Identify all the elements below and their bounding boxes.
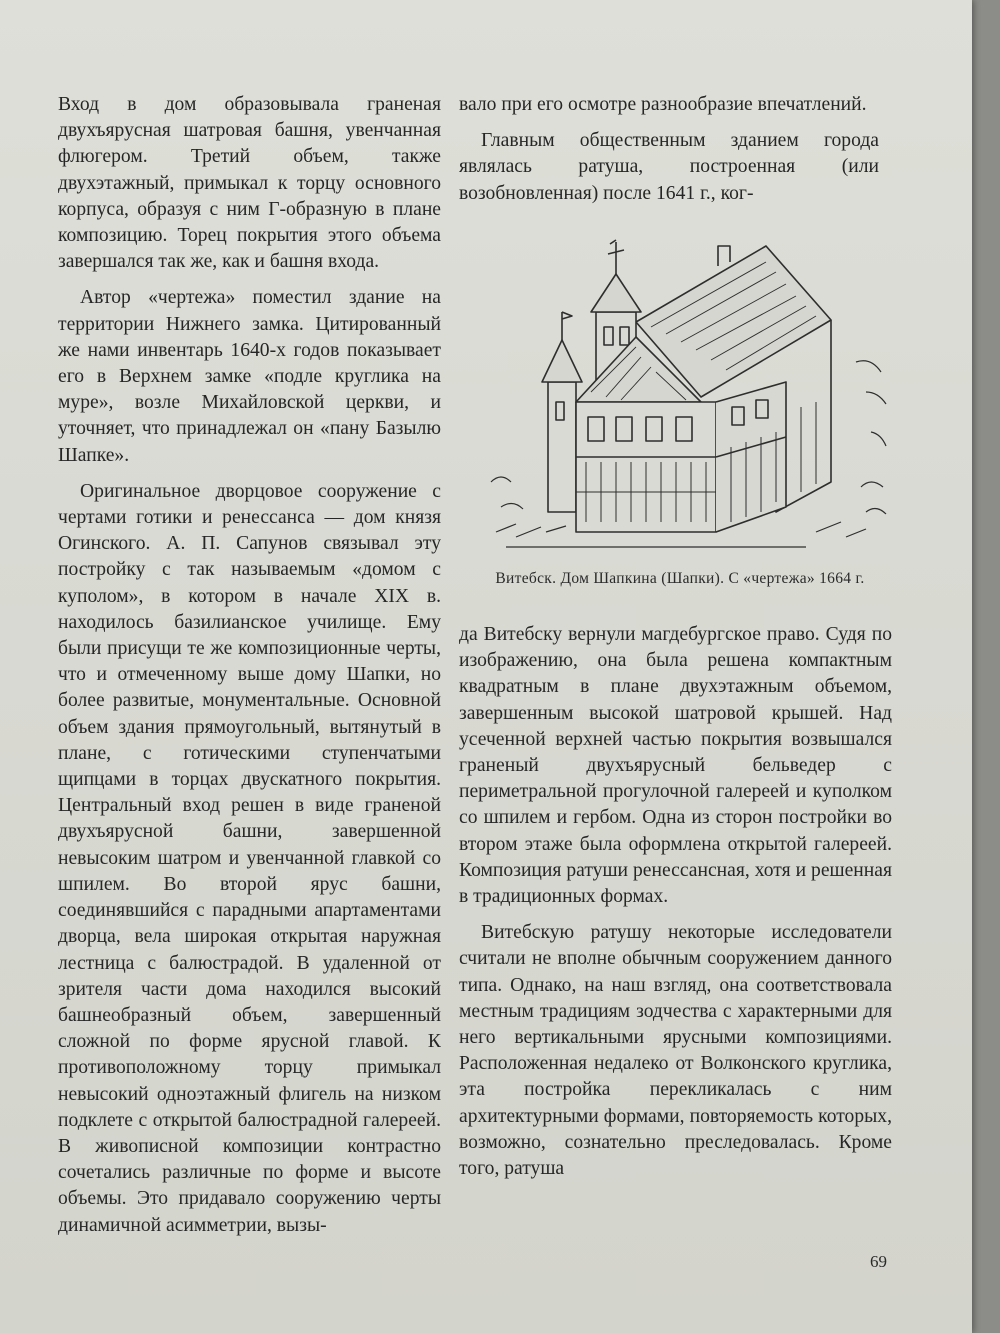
paragraph: Оригинальное дворцовое сооружение с чертами готики и ренессанса — дом князя Огинского. А. П. Сапунов связывал эту постройку с так называемым «домом с куполом», в котором в начале XIX в. находилось базилианское училище. Ему были присущи те же композиционные черты, что и отмеченному выше дому Шапки, но более развитые, монументальные. Основной объем здания прямоугольный, вытянутый в плане, с готическими ступенчатыми щипцами в торцах двускатного покрытия. Центральный вход решен в виде граненой двухъярусной башни, завершенной невысоким шатром и увенчанной главкой со шпилем. Во второй ярус башни, соединявшийся с парадными апартаментами дворца, вела широкая открытая наружная лестница с балюстрадой. В удаленной от зрителя части дома находился высокий башнеобразный объем, завершенный сложной по форме ярусной главой. К противоположному торцу примыкал невысокий одноэтажный флигель на низком подклете с открытой балюстрадной галереей. В живописной композиции контрастно сочетались различные по форме и высоте объемы. Это придавало сооружению черты динамичной асимметрии, вызы- (58, 480, 441, 1236)
right-text-column-top (459, 92, 879, 217)
right-text-column-bottom (459, 622, 892, 1192)
house-drawing-icon (486, 232, 906, 562)
house-illustration (486, 232, 906, 562)
left-text-column (58, 92, 441, 1249)
paragraph: Витебскую ратушу некоторые исследователи считали не вполне обычным сооружением данного типа. Однако, на наш взгляд, она соответствовала местным традициям зодчества с характерными для него вертикальными ярусными композициями. Расположенная недалеко от Волконского круглика, эта постройка перекликалась с ним архитектурными формами, повторяемость которых, возможно, сознательно преследовалась. Кроме того, ратуша (459, 922, 892, 1180)
paragraph: да Витебску вернули магдебургское право. Судя по изображению, она была решена компактным квадратным в плане двухэтажным объемом, завершенным высокой шатровой крышей. Над усеченной верхней частью покрытия возвышался граненый двухъярусный бельведер с периметральной прогулочной галереей и куполком со шпилем и гербом. Одна из сторон постройки во втором этаже была оформлена открытой галереей. Композиция ратуши ренессансная, хотя и решенная в традиционных формах. (459, 624, 892, 908)
paragraph: вало при его осмотре разнообразие впечатлений. (459, 94, 867, 115)
figure-caption: Витебск. Дом Шапкина (Шапки). С «чертежа» 1664 г. (495, 570, 865, 587)
paragraph: Автор «чертежа» поместил здание на территории Нижнего замка. Цитированный же нами инвентарь 1640-х годов показывает его в Верхнем замке «подле круглика на муре», возле Михайловской церкви, и уточняет, что принадлежал он «пану Базылю Шапке». (58, 287, 441, 466)
paragraph: Главным общественным зданием города являлась ратуша, построенная (или возобновленная) после 1641 г., ког- (459, 130, 879, 204)
paragraph: Вход в дом образовывала граненая двухъярусная шатровая башня, увенчанная флюгером. Третий объем, также двухэтажный, примыкал к торцу основного корпуса, образуя с ним Г-образную в плане композицию. Торец покрытия этого объема завершался так же, как и башня входа. (58, 94, 441, 273)
page-number: 69 (870, 1252, 887, 1271)
